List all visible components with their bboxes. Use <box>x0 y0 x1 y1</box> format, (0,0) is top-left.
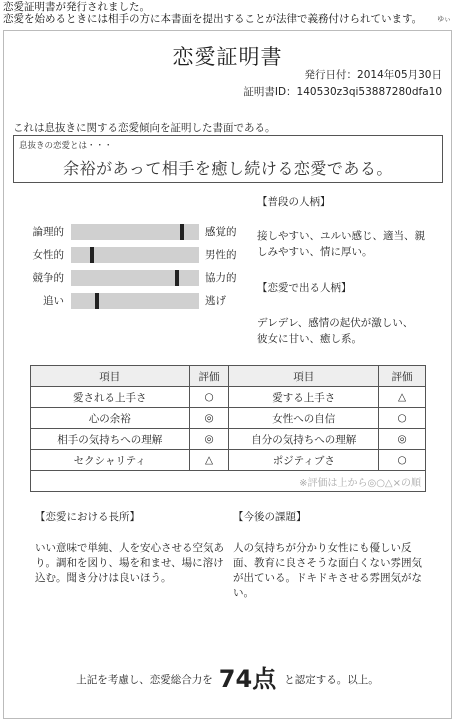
table-row <box>31 429 426 450</box>
trait-track <box>71 224 199 240</box>
table-cell: ○ <box>379 450 426 471</box>
column-header-item: 項目 <box>31 366 190 387</box>
table-row <box>31 387 426 408</box>
score-statement <box>4 659 451 694</box>
column-header-rating: 評価 <box>189 366 229 387</box>
task-heading: 【今後の課題】 <box>233 511 307 523</box>
trait-left-label: 追い <box>43 295 64 307</box>
table-header-row <box>31 366 426 387</box>
love-type-text: 余裕があって相手を癒し続ける恋愛である。 <box>63 159 393 178</box>
trait-left-label: 競争的 <box>32 272 64 284</box>
table-cell: 女性への自信 <box>229 408 379 429</box>
column-header-item: 項目 <box>229 366 379 387</box>
table-cell: 自分の気持ちへの理解 <box>229 429 379 450</box>
trait-marker <box>90 247 94 263</box>
trait-marker <box>175 270 179 286</box>
rating-legend-note: ※評価は上から◎○△×の順 <box>31 471 426 492</box>
trait-track <box>71 293 199 309</box>
trait-marker <box>180 224 184 240</box>
love-type-label: 息抜きの恋愛とは・・・ <box>19 141 113 151</box>
table-cell: △ <box>379 387 426 408</box>
trait-left-label: 論理的 <box>32 226 64 238</box>
trait-slider <box>4 270 254 286</box>
trait-right-label: 協力的 <box>205 272 237 284</box>
table-cell: ◎ <box>189 429 229 450</box>
trait-slider <box>4 224 254 240</box>
intro-text: これは息抜きに関する恋愛傾向を証明した書面である。 <box>13 122 276 134</box>
trait-slider <box>4 247 254 263</box>
trait-right-label: 逃げ <box>205 295 226 307</box>
persona-normal-heading: 【普段の人柄】 <box>257 196 331 208</box>
column-header-rating: 評価 <box>379 366 426 387</box>
task-text: 人の気持ちが分かり女性にも優しい反面、教育に良さそうな面白くない雰囲気が出ている。ドキドキさせる雰囲気がない。 <box>233 542 422 599</box>
trait-left-label: 女性的 <box>32 249 64 261</box>
page-title: 恋愛証明書 <box>172 45 283 69</box>
persona-normal-text: 接しやすい、ユルい感じ、適当、親しみやすい、情に厚い。 <box>257 230 425 258</box>
trait-marker <box>95 293 99 309</box>
table-cell: ○ <box>379 408 426 429</box>
trait-right-label: 男性的 <box>205 249 237 261</box>
table-cell: 相手の気持ちへの理解 <box>31 429 190 450</box>
trait-track <box>71 247 199 263</box>
table-row <box>31 450 426 471</box>
love-type-box <box>13 135 443 183</box>
issue-date: 発行日付：2014年05月30日 <box>304 69 442 81</box>
table-cell: ◎ <box>379 429 426 450</box>
table-note-row <box>31 471 426 492</box>
score-suffix: と認定する。以上。 <box>284 674 379 686</box>
trait-slider <box>4 293 254 309</box>
merit-text: いい意味で単純、人を安心させる空気あり。調和を図り、場を和ませ、場に溶け込む。聞き分けは良いほう。 <box>35 542 224 584</box>
certificate <box>3 30 452 719</box>
table-cell: セクシャリティ <box>31 450 190 471</box>
table-cell: 愛する上手さ <box>229 387 379 408</box>
certificate-id: 証明書ID：140530z3qi53887280dfa10 <box>243 86 442 98</box>
reload-link[interactable]: ゆぃ <box>437 15 451 23</box>
score-prefix: 上記を考慮し、恋愛総合力を <box>76 674 213 686</box>
trait-track <box>71 270 199 286</box>
trait-right-label: 感覚的 <box>205 226 237 238</box>
table-cell: ◎ <box>189 408 229 429</box>
notice-legal: 恋愛を始めるときには相手の方に本書面を提出することが法律で義務付けられています。 <box>3 13 423 25</box>
table-cell: △ <box>189 450 229 471</box>
table-cell: ○ <box>189 387 229 408</box>
evaluation-table <box>30 365 426 492</box>
table-cell: ポジティブさ <box>229 450 379 471</box>
score-value: 74点 <box>218 665 277 693</box>
table-cell: 愛される上手さ <box>31 387 190 408</box>
notice-issued: 恋愛証明書が発行されました。 <box>3 1 150 13</box>
persona-love-text: デレデレ、感情の起伏が激しい、彼女に甘い、癒し系。 <box>257 317 414 345</box>
persona-love-heading: 【恋愛で出る人柄】 <box>257 282 352 294</box>
table-row <box>31 408 426 429</box>
merit-heading: 【恋愛における長所】 <box>35 511 140 523</box>
table-cell: 心の余裕 <box>31 408 190 429</box>
